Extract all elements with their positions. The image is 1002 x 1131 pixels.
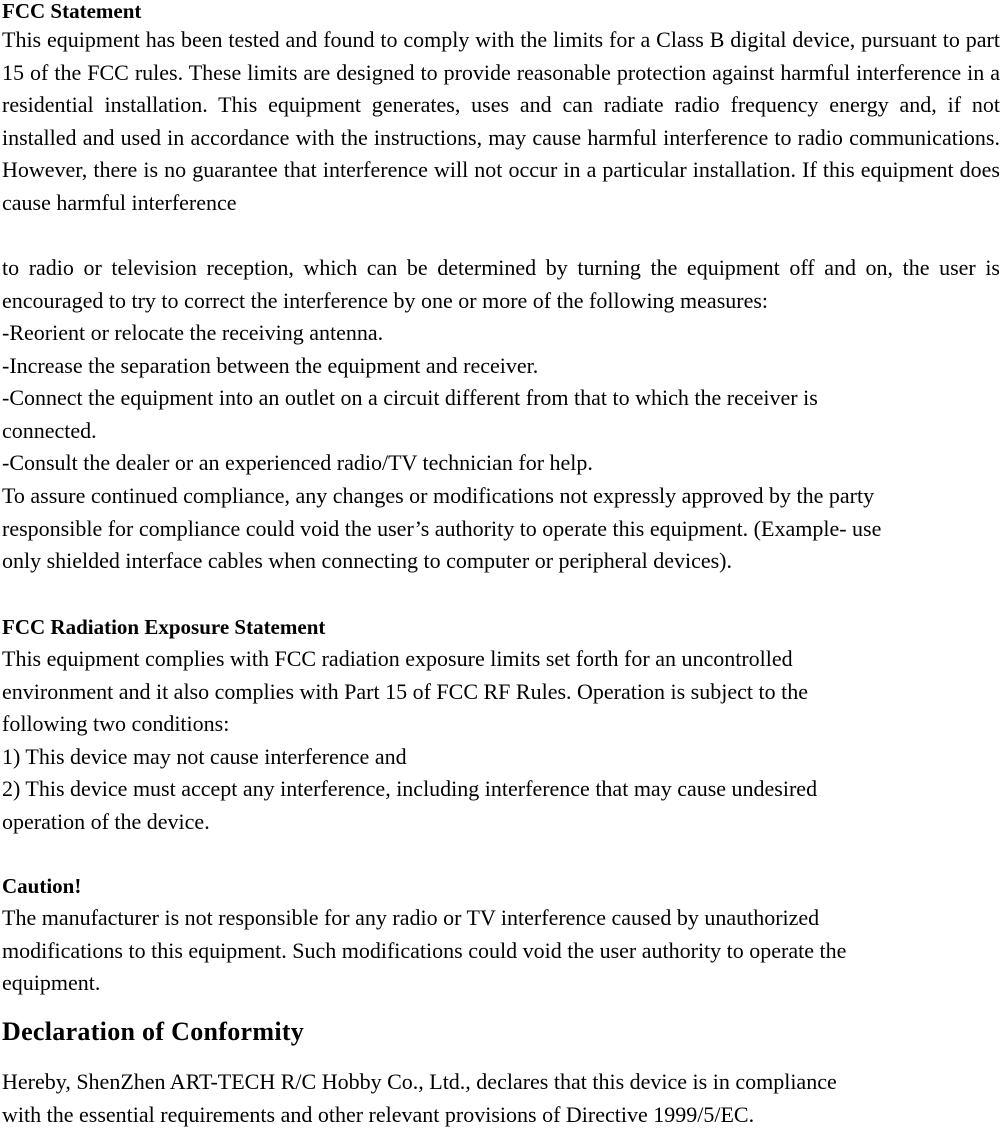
declaration-heading: Declaration of Conformity	[2, 1017, 305, 1046]
declaration-line: with the essential requirements and other relevant provisions of Directive 1999/5/EC.	[2, 1101, 755, 1127]
radiation-body	[2, 643, 1000, 839]
fcc-statement-body	[2, 24, 1000, 220]
radiation-line: operation of the device.	[2, 808, 210, 834]
caution-body	[2, 902, 1000, 1000]
caution-heading: Caution!	[2, 874, 82, 898]
fcc-statement-paragraph-continued: to radio or television reception, which can be determined by turning the equipment off and on, the user is encouraged to try to correct the interference by one or more of the following measures:	[2, 255, 1000, 313]
caution-line: modifications to this equipment. Such modifications could void the user authority to operate the	[2, 937, 847, 963]
caution-section	[2, 875, 1000, 897]
declaration-body	[2, 1066, 1000, 1131]
fcc-statement-paragraph: This equipment has been tested and found to comply with the limits for a Class B digital device, pursuant to part 15 of the FCC rules. These limits are designed to provide reasonable protection against harmful interference in a residential installation. This equipment generates, uses and can radiate radio frequency energy and, if not installed and used in accordance with the instructions, may cause harmful interference to radio communications. However, there is no guarantee that interference will not occur in a particular installation. If this equipment does cause harmful interference	[2, 27, 1000, 215]
radiation-line: 1) This device may not cause interference and	[2, 743, 407, 769]
fcc-statement-heading: FCC Statement	[2, 0, 142, 23]
compliance-line: responsible for compliance could void the user’s authority to operate this equipment. (Example- use	[2, 515, 882, 541]
caution-line: The manufacturer is not responsible for any radio or TV interference caused by unauthorized	[2, 905, 820, 930]
fcc-measures-list	[2, 317, 1000, 480]
measure-item: -Increase the separation between the equipment and receiver.	[2, 352, 539, 378]
radiation-line: environment and it also complies with Part 15 of FCC RF Rules. Operation is subject to the	[2, 678, 808, 704]
radiation-line: This equipment complies with FCC radiation exposure limits set forth for an uncontrolled	[2, 646, 793, 671]
radiation-section	[2, 616, 1000, 638]
compliance-line: only shielded interface cables when connecting to computer or peripheral devices).	[2, 548, 732, 574]
radiation-heading: FCC Radiation Exposure Statement	[2, 615, 326, 639]
fcc-compliance-paragraph	[2, 480, 1000, 578]
fcc-statement-section	[2, 0, 1000, 22]
measure-item: -Connect the equipment into an outlet on a circuit different from that to which the receiver is	[2, 385, 818, 411]
fcc-statement-continuation	[2, 252, 1000, 317]
declaration-line: Hereby, ShenZhen ART-TECH R/C Hobby Co., Ltd., declares that this device is in compliance	[2, 1069, 837, 1094]
measure-item: connected.	[2, 417, 97, 443]
radiation-line: following two conditions:	[2, 711, 230, 737]
radiation-line: 2) This device must accept any interference, including interference that may cause undesired	[2, 776, 818, 802]
measure-item: -Reorient or relocate the receiving antenna.	[2, 320, 384, 345]
compliance-line: To assure continued compliance, any changes or modifications not expressly approved by the party	[2, 483, 875, 508]
caution-line: equipment.	[2, 970, 101, 996]
measure-item: -Consult the dealer or an experienced radio/TV technician for help.	[2, 450, 593, 476]
declaration-section	[2, 1017, 1000, 1047]
